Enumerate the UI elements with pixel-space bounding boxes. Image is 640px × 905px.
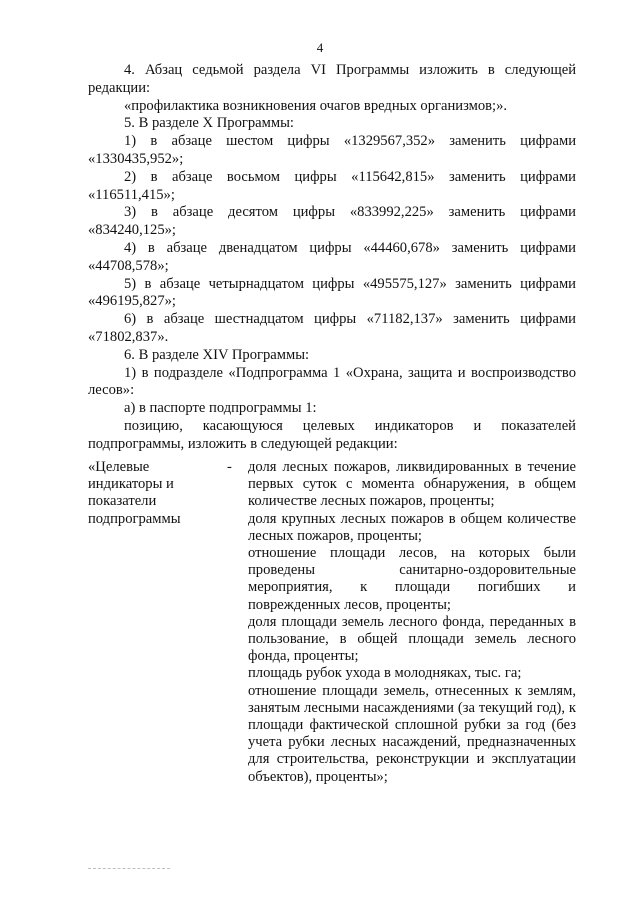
paragraph-item-5: 5) в абзаце четырнадцатом цифры «495575,127» заменить цифрами «496195,827»; [88,275,576,310]
paragraph-item-3: 3) в абзаце десятом цифры «833992,225» заменить цифрами «834240,125»; [88,204,576,239]
paragraph-quote-prophylaxis: «профилактика возникновения очагов вредных организмов;». [124,97,508,114]
indicator-item: доля лесных пожаров, ликвидированных в течение первых суток с момента обнаружения, в общем количестве лесных пожаров, проценты; [248,459,576,510]
paragraph-item-4: 4) в абзаце двенадцатом цифры «44460,678» заменить цифрами «44708,578»; [88,239,576,274]
paragraph-section6-abzac7: 4. Абзац седьмой раздела VI Программы изложить в следующей редакции: [88,62,576,96]
paragraph-section-x-heading: 5. В разделе X Программы: [124,115,294,132]
paragraph-item-2: 2) в абзаце восьмом цифры «115642,815» заменить цифрами «116511,415»; [88,168,576,203]
indicators-label: «Целевые индикаторы и показатели подпрограммы [88,459,181,527]
page-number: 4 [316,40,324,55]
paragraph-section-xiv-heading: 6. В разделе XIV Программы: [124,346,310,363]
indicator-item: доля крупных лесных пожаров в общем количестве лесных пожаров, проценты; [248,510,576,544]
indicators-values [248,459,576,786]
paragraph-position: позицию, касающуюся целевых индикаторов и показателей подпрограммы, изложить в следующей редакции: [88,417,576,452]
indicator-item: отношение площади земель, отнесенных к землям, занятым лесными насаждениями (за текущий год), к площади фактической сплошной рубки за год (без учета рубки лесных насаждений, предназначенных для строительства, реконструкции и эксплуатации объектов), проценты»; [248,682,576,785]
paragraph-subsection-1: 1) в подразделе «Подпрограмма 1 «Охрана, защита и воспроизводство лесов»: [88,364,576,399]
paragraph-item-6: 6) в абзаце шестнадцатом цифры «71182,137» заменить цифрами «71802,837». [88,311,576,345]
indicator-item: доля площади земель лесного фонда, переданных в пользование, в общей площади земель лесного фонда, проценты; [248,613,576,665]
indicators-dash: - [227,459,232,475]
paragraph-passport: а) в паспорте подпрограммы 1: [124,400,317,417]
indicator-item: отношение площади лесов, на которых были проведены санитарно-оздоровительные мероприятия, к площади погибших и поврежденных лесов, проценты; [248,545,576,613]
paragraph-item-1: 1) в абзаце шестом цифры «1329567,352» заменить цифрами «1330435,952»; [88,133,576,167]
footer-rule [88,868,170,869]
document-body [88,62,576,454]
indicator-item: площадь рубок ухода в молодняках, тыс. га; [248,665,522,682]
